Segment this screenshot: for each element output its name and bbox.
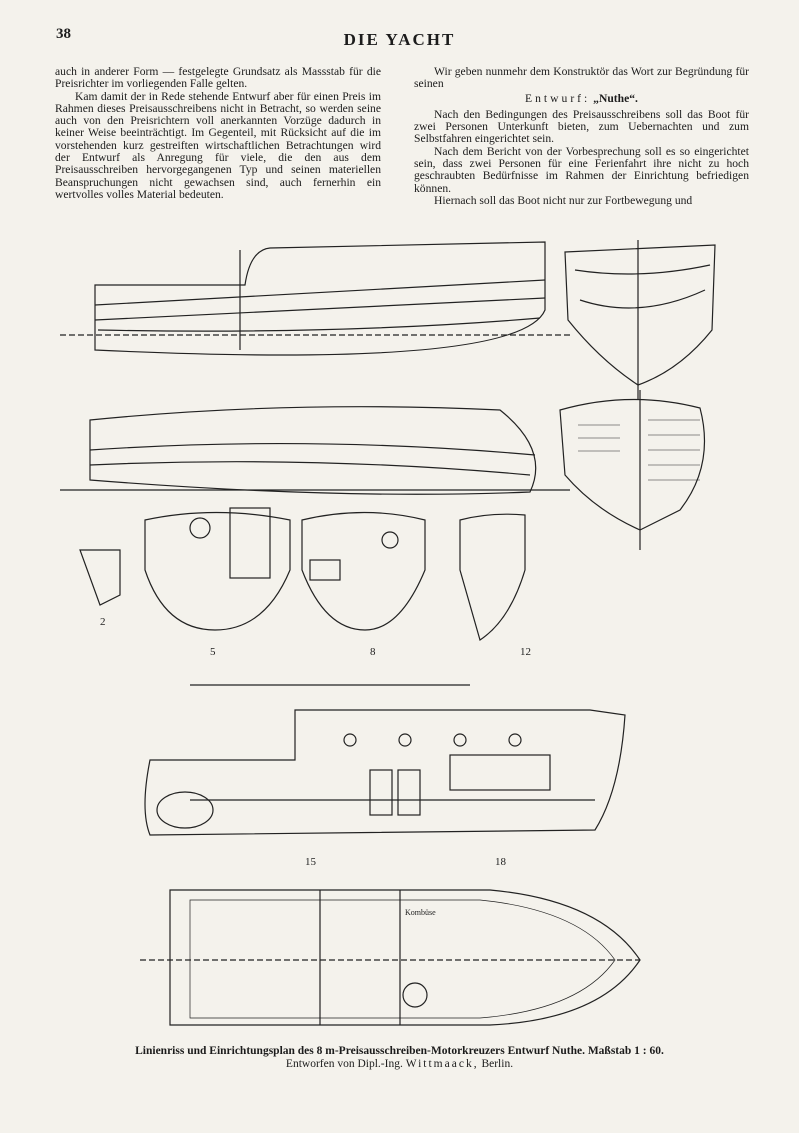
cross-sections	[80, 508, 525, 640]
caption-scale: Maßstab 1 : 60.	[587, 1045, 664, 1057]
body-plan	[565, 240, 715, 400]
right-paragraph-3: Hiernach soll das Boot nicht nur zur Fortbewegung und	[434, 193, 693, 207]
deck-label-kombuese: Kombüse	[405, 908, 436, 917]
entwurf-label: Entwurf:	[525, 91, 591, 105]
right-paragraph-2: Nach dem Bericht von der Vorbesprechung soll es so eingerichtet sein, dass zwei Personen für eine Ferienfahrt ihre nicht zu hoch geschraubten Bedürfnisse im Rahmen der Einrichtung befriedigen können.	[414, 144, 749, 195]
profile-view	[60, 242, 570, 355]
section-number-2: 5	[210, 646, 216, 658]
section-number-1: 2	[100, 616, 106, 628]
deck-plan	[140, 890, 640, 1025]
entwurf-heading	[414, 93, 749, 105]
caption-designer-prefix: Entworfen von Dipl.-Ing.	[285, 1058, 403, 1070]
left-paragraph-1: auch in anderer Form — festgelegte Grundsatz als Massstab für die Preisrichter im vorliegenden Falle gelten.	[55, 65, 381, 91]
section-number-3: 8	[370, 646, 376, 658]
caption-designer: Wittmaack,	[405, 1058, 479, 1070]
right-column	[414, 66, 749, 207]
page-number: 38	[56, 26, 71, 42]
waterlines-plan	[60, 407, 570, 495]
section-number-4: 12	[520, 646, 531, 658]
figure-caption	[0, 1045, 799, 1071]
section-number-6: 18	[495, 856, 506, 868]
midship-section	[560, 390, 705, 550]
entwurf-name: „Nuthe“.	[593, 91, 638, 105]
caption-city: Berlin.	[481, 1058, 514, 1070]
right-paragraph-1: Nach den Bedingungen des Preisausschreibens soll das Boot für zwei Personen Unterkunft bieten, zum Uebernachten und zum Selbstfahren eingerichtet sein.	[414, 107, 749, 146]
running-head: DIE YACHT	[343, 30, 456, 49]
section-number-5: 15	[305, 856, 316, 868]
caption-title: Linienriss und Einrichtungsplan des 8 m-Preisausschreiben-Motorkreuzers Entwurf Nuthe.	[135, 1045, 585, 1057]
left-column	[55, 66, 381, 201]
technical-drawings	[40, 210, 770, 1050]
left-paragraph-2: Kam damit der in Rede stehende Entwurf aber für einen Preis im Rahmen dieses Preisausschreibens nicht in Betracht, so werden seine auch von den Preisrichtern voll anerkannten Vorzüge dadurch in keiner Weise beeinträchtigt. Im Gegenteil, mit Rücksicht auf die im vorstehenden kurz gestreiften wirtschaftlichen Betrachtungen wird der Entwurf als Anregung für viele, die den aus dem Preisausschreiben hervorgegangenen Typ und seinen materiellen Beanspruchungen nicht gewachsen sind, auch fernerhin ein wertvolles volles Material bedeuten.	[55, 89, 381, 201]
inboard-profile	[145, 685, 625, 835]
right-intro: Wir geben nunmehr dem Konstruktör das Wort zur Begründung für seinen	[414, 65, 749, 91]
